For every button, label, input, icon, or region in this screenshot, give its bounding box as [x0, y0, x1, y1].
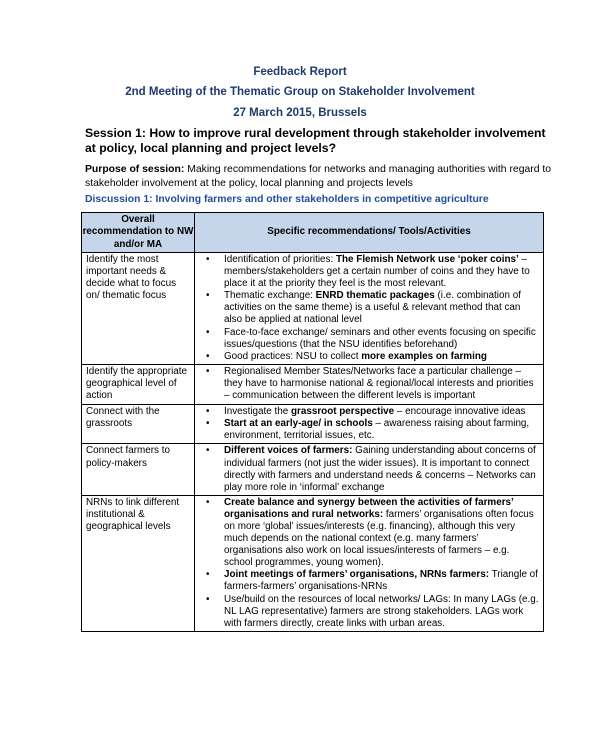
list-item [195, 406, 539, 418]
purpose-label: Purpose of session: [85, 164, 185, 175]
item-text: Good practices: NSU to collect [224, 350, 362, 362]
bold-text: Different voices of farmers: [224, 445, 353, 457]
item-text: – members/stakeholders get a certain number of coins and they have to place it at the priority they feel is the most relevant. [224, 254, 530, 290]
session-title: Session 1: How to improve rural development through stakeholder involvement at policy, local planning and project levels? [85, 126, 546, 155]
specific-recommendations [195, 253, 544, 365]
overall-recommendation: Connect with the grassroots [82, 405, 195, 444]
item-text: – encourage innovative ideas [394, 406, 526, 418]
list-item [195, 497, 539, 570]
item-text: Investigate the [224, 406, 291, 418]
item-text: (i.e. combination of activities on the same theme) is a useful & relevant method that can also be applied at national level [224, 290, 521, 326]
item-text: Thematic exchange: [224, 290, 316, 302]
recommendation-list [195, 496, 543, 631]
header-overall: Overall recommendation to NW and/or MA [82, 213, 195, 253]
overall-recommendation: NRNs to link different institutional & geographical levels [82, 495, 195, 631]
item-text: Use/build on the resources of local networks/ LAGs: In many LAGs (e.g. NL LAG representative) farmers are strong stakeholders. LAGs work with farmers directly, create links with urban areas. [224, 593, 539, 629]
bold-text: more examples on farming [361, 350, 487, 362]
discussion-heading: Discussion 1: Involving farmers and other stakeholders in competitive agriculture [85, 194, 489, 205]
table-row [82, 495, 544, 631]
meeting-title: 2nd Meeting of the Thematic Group on Stakeholder Involvement [125, 86, 475, 98]
table-row [82, 405, 544, 444]
header-specific: Specific recommendations/ Tools/Activities [195, 213, 544, 253]
table-header-row [82, 213, 544, 253]
recommendation-list [195, 253, 543, 364]
overall-recommendation: Identify the most important needs & decide what to focus on/ thematic focus [82, 253, 195, 365]
item-text: Triangle of farmers-farmers’ organisations-NRNs [224, 569, 538, 593]
bold-text: grassroot perspective [290, 406, 395, 418]
recommendations-table [81, 212, 544, 632]
table-row [82, 444, 544, 495]
bold-text: The Flemish Network use ‘poker coins’ [335, 254, 519, 265]
list-item [195, 569, 539, 593]
bold-text: Joint meetings of farmers’ organisations, NRNs farmers: [224, 569, 490, 581]
item-text: Face-to-face exchange/ seminars and other events focusing on specific issues/questions (that the NSU identifies beforehand) [224, 326, 536, 350]
list-item [195, 418, 539, 442]
specific-recommendations [195, 495, 544, 631]
item-text: Identification of priorities: [224, 254, 336, 265]
list-item [195, 366, 539, 402]
item-text: Gaining understanding about concerns of individual farmers (not just the wider issues). It is important to connect directly with farmers and understand needs & concerns – Networks can play more role in ‘informal’ exchange [224, 445, 536, 493]
item-text: farmers’ organisations often focus on more ‘global’ issues/interests (e.g. financing), although this very much depends on the national context (e.g. many farmers’ organisations also work on local issues/interests of farmers – e.g. school programmes, young women). [224, 508, 534, 569]
list-item [195, 254, 539, 290]
table-row [82, 253, 544, 365]
bold-text: Start at an early-age/ in schools [224, 418, 373, 430]
overall-recommendation: Identify the appropriate geographical level of action [82, 364, 195, 404]
bold-text: ENRD thematic packages [315, 290, 435, 302]
date-place: 27 March 2015, Brussels [233, 107, 367, 119]
specific-recommendations [195, 364, 544, 404]
list-item [195, 290, 539, 326]
table-row [82, 364, 544, 404]
specific-recommendations [195, 405, 544, 444]
report-title: Feedback Report [253, 66, 347, 78]
overall-recommendation: Connect farmers to policy-makers [82, 444, 195, 495]
table-body [82, 253, 544, 632]
purpose-text: Making recommendations for networks and managing authorities with regard to stakeholder involvement at the policy, local planning and projects levels [85, 164, 552, 189]
specific-recommendations [195, 444, 544, 495]
item-text: Regionalised Member States/Networks face a particular challenge – they have to harmonise national & regional/local interests and priorities – communication between the different levels is important [224, 365, 534, 402]
recommendation-list [195, 405, 543, 443]
list-item [195, 594, 539, 630]
recommendation-list [195, 444, 543, 494]
list-item [195, 445, 539, 493]
list-item [195, 327, 539, 351]
list-item [195, 351, 539, 363]
bold-text: Create balance and synergy between the activities of farmers’ organisations and rural networks: [224, 496, 514, 520]
purpose-paragraph [85, 163, 555, 190]
recommendation-list [195, 365, 543, 403]
item-text: – awareness raising about farming, environment, territorial issues, etc. [224, 418, 530, 442]
